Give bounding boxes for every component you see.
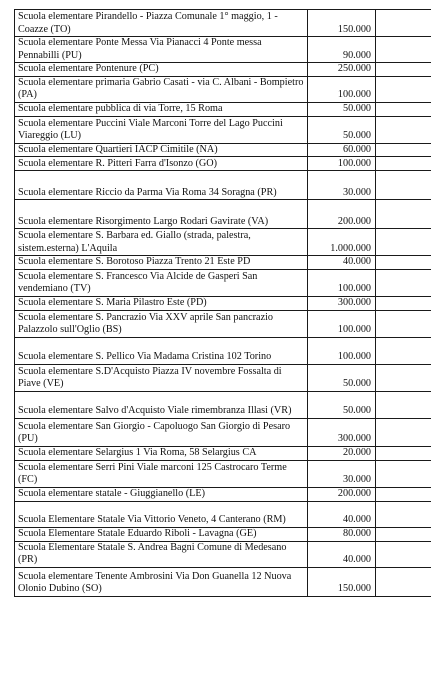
amount-cell: 90.000 <box>308 37 376 63</box>
empty-cell <box>376 200 431 229</box>
empty-cell <box>376 527 431 541</box>
amount-cell: 30.000 <box>308 171 376 200</box>
school-name-cell: Scuola elementare Tenente Ambrosini Via Don Guanella 12 Nuova Olonio Dubino (SO) <box>15 567 308 596</box>
school-name-cell: Scuola elementare S. Francesco Via Alcide de Gasperi San vendemiano (TV) <box>15 269 308 296</box>
table-row <box>15 501 431 527</box>
amount-cell: 300.000 <box>308 418 376 446</box>
schools-table <box>14 9 431 597</box>
school-name-cell: Scuola elementare pubblica di via Torre, 15 Roma <box>15 102 308 116</box>
amount-cell: 50.000 <box>308 102 376 116</box>
amount-cell: 40.000 <box>308 541 376 567</box>
table-row <box>15 460 431 487</box>
school-name-cell: Scuola elementare S. Borotoso Piazza Trento 21 Este PD <box>15 256 308 270</box>
school-name-cell: Scuola elementare San Giorgio - Capoluogo San Giorgio di Pesaro (PU) <box>15 418 308 446</box>
empty-cell <box>376 37 431 63</box>
table-row <box>15 157 431 171</box>
amount-cell: 100.000 <box>308 337 376 364</box>
table-row <box>15 37 431 63</box>
amount-cell: 30.000 <box>308 460 376 487</box>
table-row <box>15 171 431 200</box>
empty-cell <box>376 418 431 446</box>
empty-cell <box>376 487 431 501</box>
amount-cell: 100.000 <box>308 157 376 171</box>
table-row <box>15 296 431 310</box>
amount-cell: 50.000 <box>308 364 376 391</box>
empty-cell <box>376 102 431 116</box>
amount-cell: 50.000 <box>308 116 376 143</box>
table-row <box>15 269 431 296</box>
table-row <box>15 10 431 37</box>
table-row <box>15 229 431 256</box>
empty-cell <box>376 364 431 391</box>
amount-cell: 100.000 <box>308 310 376 337</box>
schools-table-body <box>15 10 431 597</box>
school-name-cell: Scuola elementare primaria Gabrio Casati - via C. Albani - Bompietro (PA) <box>15 76 308 102</box>
amount-cell: 300.000 <box>308 296 376 310</box>
empty-cell <box>376 116 431 143</box>
empty-cell <box>376 10 431 37</box>
amount-cell: 100.000 <box>308 76 376 102</box>
school-name-cell: Scuola elementare Selargius 1 Via Roma, 58 Selargius CA <box>15 446 308 460</box>
school-name-cell: Scuola elementare S. Maria Pilastro Este (PD) <box>15 296 308 310</box>
table-row <box>15 63 431 77</box>
school-name-cell: Scuola elementare Serri Pini Viale marconi 125 Castrocaro Terme (FC) <box>15 460 308 487</box>
empty-cell <box>376 256 431 270</box>
school-name-cell: Scuola elementare Quartieri IACP Cimitile (NA) <box>15 143 308 157</box>
school-name-cell: Scuola elementare Riccio da Parma Via Roma 34 Soragna (PR) <box>15 171 308 200</box>
school-name-cell: Scuola elementare S. Pellico Via Madama Cristina 102 Torino <box>15 337 308 364</box>
amount-cell: 1.000.000 <box>308 229 376 256</box>
empty-cell <box>376 391 431 418</box>
table-row <box>15 567 431 596</box>
table-row <box>15 391 431 418</box>
school-name-cell: Scuola elementare S.D'Acquisto Piazza IV novembre Fossalta di Piave (VE) <box>15 364 308 391</box>
empty-cell <box>376 337 431 364</box>
school-name-cell: Scuola elementare Salvo d'Acquisto Viale rimembranza Illasi (VR) <box>15 391 308 418</box>
empty-cell <box>376 446 431 460</box>
school-name-cell: Scuola elementare S. Barbara ed. Giallo (strada, palestra, sistem.esterna) L'Aquila <box>15 229 308 256</box>
table-row <box>15 116 431 143</box>
empty-cell <box>376 269 431 296</box>
amount-cell: 80.000 <box>308 527 376 541</box>
school-name-cell: Scuola Elementare Statale Via Vittorio Veneto, 4 Canterano (RM) <box>15 501 308 527</box>
table-row <box>15 446 431 460</box>
school-name-cell: Scuola Elementare Statale S. Andrea Bagni Comune di Medesano (PR) <box>15 541 308 567</box>
school-name-cell: Scuola elementare R. Pitteri Farra d'Isonzo (GO) <box>15 157 308 171</box>
table-row <box>15 256 431 270</box>
empty-cell <box>376 460 431 487</box>
amount-cell: 150.000 <box>308 567 376 596</box>
empty-cell <box>376 63 431 77</box>
empty-cell <box>376 229 431 256</box>
empty-cell <box>376 296 431 310</box>
empty-cell <box>376 567 431 596</box>
school-name-cell: Scuola elementare Ponte Messa Via Pianacci 4 Ponte messa Pennabilli (PU) <box>15 37 308 63</box>
school-name-cell: Scuola elementare Pontenure (PC) <box>15 63 308 77</box>
school-name-cell: Scuola elementare statale - Giuggianello (LE) <box>15 487 308 501</box>
table-row <box>15 102 431 116</box>
empty-cell <box>376 143 431 157</box>
empty-cell <box>376 76 431 102</box>
amount-cell: 100.000 <box>308 269 376 296</box>
amount-cell: 60.000 <box>308 143 376 157</box>
table-row <box>15 541 431 567</box>
school-name-cell: Scuola elementare Risorgimento Largo Rodari Gavirate (VA) <box>15 200 308 229</box>
amount-cell: 40.000 <box>308 256 376 270</box>
amount-cell: 200.000 <box>308 200 376 229</box>
amount-cell: 200.000 <box>308 487 376 501</box>
table-row <box>15 364 431 391</box>
empty-cell <box>376 171 431 200</box>
table-row <box>15 418 431 446</box>
table-row <box>15 310 431 337</box>
table-row <box>15 527 431 541</box>
school-name-cell: Scuola elementare S. Pancrazio Via XXV aprile San pancrazio Palazzolo sull'Oglio (BS) <box>15 310 308 337</box>
school-name-cell: Scuola elementare Puccini Viale Marconi Torre del Lago Puccini Viareggio (LU) <box>15 116 308 143</box>
empty-cell <box>376 310 431 337</box>
table-row <box>15 200 431 229</box>
table-row <box>15 337 431 364</box>
empty-cell <box>376 157 431 171</box>
amount-cell: 250.000 <box>308 63 376 77</box>
empty-cell <box>376 501 431 527</box>
amount-cell: 20.000 <box>308 446 376 460</box>
empty-cell <box>376 541 431 567</box>
table-row <box>15 76 431 102</box>
amount-cell: 50.000 <box>308 391 376 418</box>
table-row <box>15 143 431 157</box>
table-row <box>15 487 431 501</box>
school-name-cell: Scuola Elementare Statale Eduardo Riboli - Lavagna (GE) <box>15 527 308 541</box>
amount-cell: 150.000 <box>308 10 376 37</box>
amount-cell: 40.000 <box>308 501 376 527</box>
school-name-cell: Scuola elementare Pirandello - Piazza Comunale 1° maggio, 1 - Coazze (TO) <box>15 10 308 37</box>
